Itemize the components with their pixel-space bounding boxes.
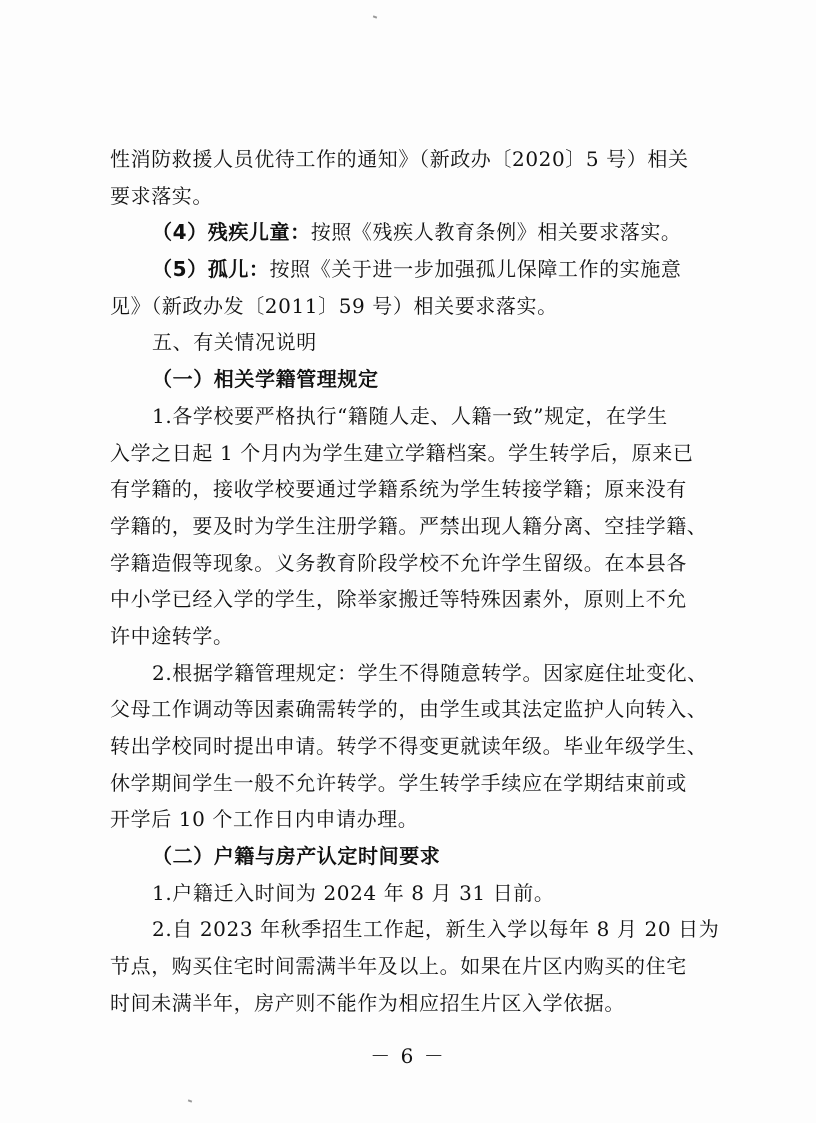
text-line: 父母工作调动等因素确需转学的，由学生或其法定监护人向转入、	[110, 697, 708, 722]
text-line: 节点，购买住宅时间需满半年及以上。如果在片区内购买的住宅	[110, 954, 687, 979]
scan-speck	[188, 1099, 192, 1102]
subsection-title: （一）相关学籍管理规定	[152, 367, 379, 392]
text-line: 1.户籍迁入时间为 2024 年 8 月 31 日前。	[152, 880, 555, 905]
text-line: 转出学校同时提出申请。转学不得变更就读年级。毕业年级学生、	[110, 734, 708, 758]
text-line: 要求落实。	[110, 183, 213, 208]
text-line: 见》（新政办发〔2011〕59 号）相关要求落实。	[110, 293, 558, 318]
text-line: 休学期间学生一般不允许转学。学生转学手续应在学期结束前或	[110, 770, 687, 795]
item-text: 按照《关于进一步加强孤儿保障工作的实施意	[269, 257, 682, 282]
text-line: 学籍的，要及时为学生注册学籍。严禁出现人籍分离、空挂学籍、	[110, 513, 708, 538]
text-line: 入学之日起 1 个月内为学生建立学籍档案。学生转学后，原来已	[110, 440, 694, 465]
text-line: 1.各学校要严格执行“籍随人走、人籍一致”规定，在学生	[152, 403, 668, 428]
scan-speck	[373, 15, 377, 18]
page-number: － 6 －	[370, 1044, 446, 1068]
text-line: 开学后 10 个工作日内申请办理。	[110, 807, 419, 832]
item-text: 按照《残疾人教育条例》相关要求落实。	[310, 220, 682, 245]
item-disabled-children	[110, 214, 710, 251]
text-line: 2.根据学籍管理规定：学生不得随意转学。因家庭住址变化、	[152, 660, 708, 685]
section-title: 五、有关情况说明	[152, 330, 317, 355]
text-line: 学籍造假等现象。义务教育阶段学校不允许学生留级。在本县各	[110, 550, 687, 575]
item-label: （5）孤儿：	[152, 257, 270, 282]
item-orphans	[110, 251, 710, 288]
text-line: 时间未满半年，房产则不能作为相应招生片区入学依据。	[110, 990, 625, 1015]
text-line: 中小学已经入学的学生，除举家搬迁等特殊因素外，原则上不允	[110, 587, 687, 612]
text-line: 2.自 2023 年秋季招生工作起，新生入学以每年 8 月 20 日为	[152, 917, 720, 942]
subsection-title: （二）户籍与房产认定时间要求	[152, 844, 441, 869]
text-line: 有学籍的，接收学校要通过学籍系统为学生转接学籍；原来没有	[110, 477, 687, 502]
item-label: （4）残疾儿童：	[152, 220, 311, 245]
text-line: 性消防救援人员优待工作的通知》（新政办〔2020〕5 号）相关	[110, 147, 689, 171]
text-line: 许中途转学。	[110, 623, 234, 648]
document-body	[110, 141, 720, 1022]
